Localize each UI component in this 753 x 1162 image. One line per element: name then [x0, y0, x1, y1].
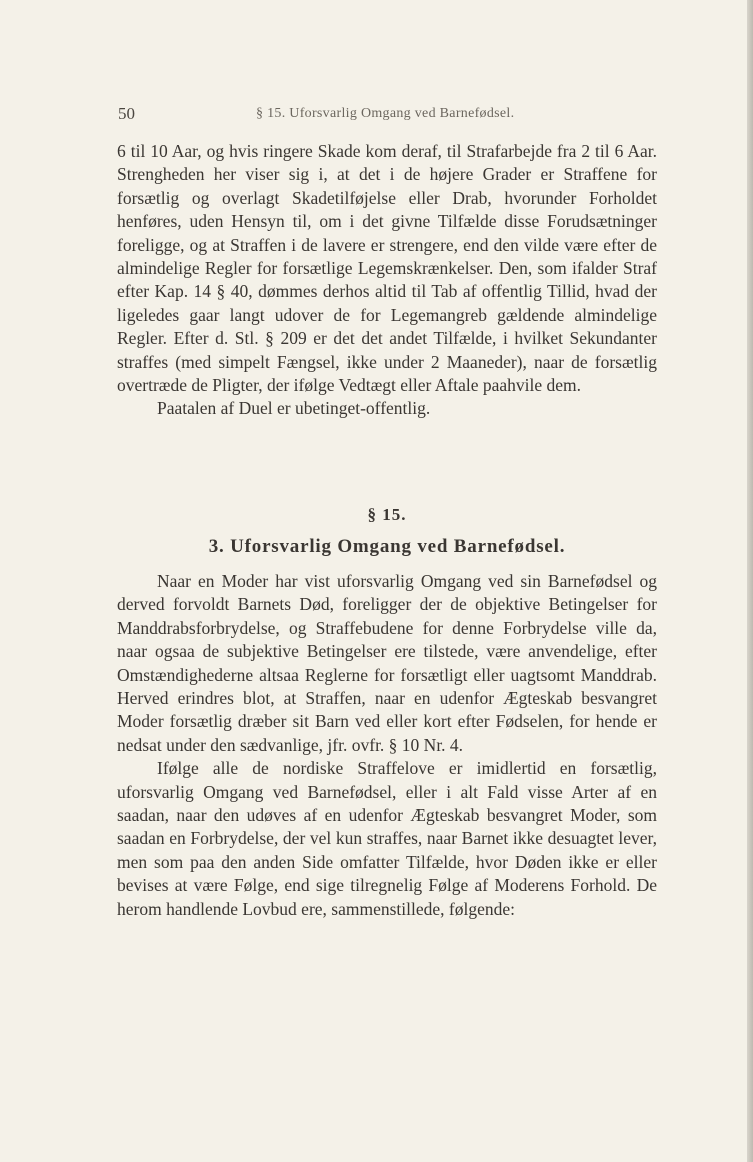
paragraph: Naar en Moder har vist uforsvarlig Omgang ved sin Barnefødsel og derved forvoldt Barnets Død, foreligger der de objektive Betingelser for Manddrabsforbrydelse, og Straffebudene for denne Forbrydelse ville da, naar ogsaa de subjektive Betingelser ere tilstede, være anvendelige, efter Omstændighederne altsaa Reglerne for forsætligt eller uagtsomt Manddrab. Herved erindres blot, at Straffen, naar en udenfor Ægteskab besvangret Moder forsætlig dræber sit Barn ved eller kort efter Fødselen, for hende er nedsat under den sædvanlige, jfr. ovfr. § 10 Nr. 4. — [117, 571, 657, 755]
page-edge — [747, 0, 753, 1162]
body-text-bottom — [117, 570, 657, 921]
running-title: § 15. Uforsvarlig Omgang ved Barnefødsel. — [256, 106, 515, 121]
page-header — [118, 104, 658, 126]
body-text-top — [117, 140, 657, 421]
paragraph: 6 til 10 Aar, og hvis ringere Skade kom deraf, til Strafarbejde fra 2 til 6 Aar. Strengheden her viser sig i, at det i de højere Grader er Straffene for forsætlig og overlagt Skadetilføjelse eller Drab, hvorunder Forholdet henføres, uden Hensyn til, om i det givne Tilfælde disse Forudsætninger foreligge, og at Straffen i de lavere er strengere, end den vilde være efter de almindelige Regler for forsætlige Legemskrænkelser. Den, som ifalder Straf efter Kap. 14 § 40, dømmes derhos altid til Tab af offentlig Tillid, hvad der ligeledes gaar langt udover de for Legemangreb gældende almindelige Regler. Efter d. Stl. § 209 er det det andet Tilfælde, i hvilket Sekundanter straffes (med simpelt Fængsel, ikke under 2 Maaneder), naar de forsætlig overtræde de Pligter, der ifølge Vedtægt eller Aftale paahvile dem. — [117, 141, 657, 396]
paragraph: Paatalen af Duel er ubetinget-offentlig. — [157, 398, 431, 419]
paragraph: Ifølge alle de nordiske Straffelove er imidlertid en forsætlig, uforsvarlig Omgang ved Barnefødsel, eller i alt Fald visse Arter af en saadan, naar den udøves af en udenfor Ægteskab besvangret Moder, som saadan en Forbrydelse, der vel kun straffes, naar Barnet ikke desuagtet lever, men som paa den anden Side omfatter Tilfælde, hvor Døden ikke er eller bevises at være Følge, end sige tilregnelig Følge af Moderens Forhold. De herom handlende Lovbud ere, sammenstillede, følgende: — [117, 758, 657, 919]
page-number: 50 — [118, 104, 135, 123]
section-title: 3. Uforsvarlig Omgang ved Barnefødsel. — [208, 536, 566, 557]
section-number: § 15. — [367, 505, 407, 524]
